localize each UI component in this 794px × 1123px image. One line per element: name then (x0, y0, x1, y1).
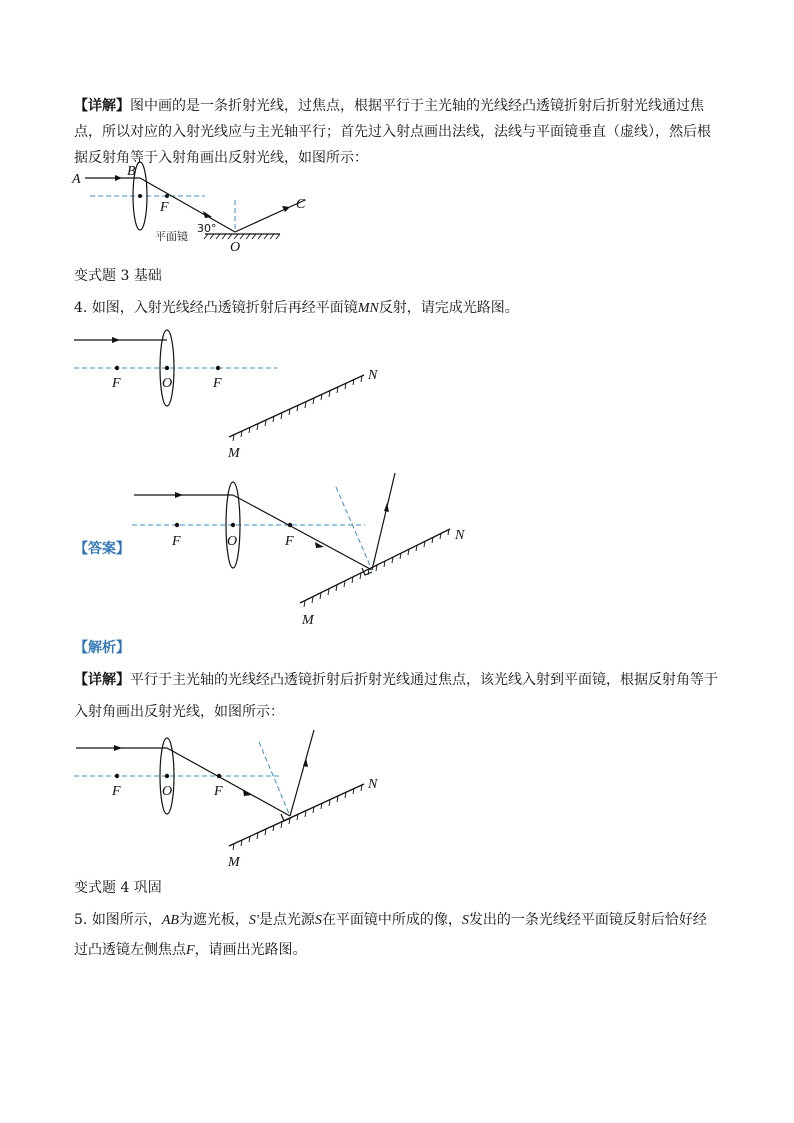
label-f-right: F (285, 534, 294, 549)
question-text: 如图，入射光线经凸透镜折射后再经平面镜 (91, 300, 358, 316)
arrow-head-icon (384, 503, 389, 512)
arrow-head-icon (203, 211, 212, 218)
explanation-tag: 【详解】 (74, 98, 130, 114)
mirror-hatching (233, 376, 362, 441)
label-f: F (160, 200, 169, 215)
question-text: 在平面镜中所成的像， (321, 912, 462, 928)
question-4 (74, 296, 519, 321)
label-f-left: F (112, 784, 121, 799)
reflected-ray (372, 473, 395, 570)
mirror-label: 平面镜 (155, 230, 188, 243)
question-5-line-2 (74, 938, 307, 963)
focal-point-left (115, 366, 119, 370)
arrow-head-icon (243, 790, 252, 796)
label-f-left: F (112, 376, 121, 391)
explanation-paragraph-1-line-2: 点，所以对应的入射光线应与主光轴平行；首先过入射点画出法线，法线与平面镜垂直（虚线），然后根 (74, 124, 711, 140)
symbol-s-prime: S' (248, 913, 259, 928)
arrow-head-icon (303, 758, 308, 767)
variant-3-heading: 变式题 3 基础 (74, 268, 162, 284)
label-o: O (162, 784, 173, 799)
symbol-ab: AB (161, 913, 179, 928)
explanation-tag: 【详解】 (74, 672, 130, 688)
focal-point-left (115, 774, 119, 778)
question-text: 为遮光板， (178, 912, 249, 928)
label-o: O (162, 376, 173, 391)
optical-center-dot (138, 194, 142, 198)
label-c: C (296, 197, 306, 212)
question-number: 4. (74, 300, 88, 316)
optical-center (165, 774, 169, 778)
refracted-ray (233, 495, 372, 570)
analysis-label: 【解析】 (74, 640, 130, 656)
explanation-text: 图中画的是一条折射光线，过焦点，根据平行于主光轴的光线经凸透镜折射后折射光线通过焦 (130, 98, 704, 114)
label-o: O (227, 534, 238, 549)
figure-2-question-diagram (72, 325, 392, 465)
plane-mirror-mn (300, 529, 450, 603)
arrow-head-icon (282, 206, 290, 212)
explanation-paragraph-1-line-1 (74, 94, 704, 118)
plane-mirror-mn (229, 375, 364, 437)
arrow-head-icon (112, 337, 120, 343)
symbol-s: S (314, 913, 322, 928)
label-f-left: F (172, 534, 181, 549)
label-m: M (228, 446, 240, 461)
label-m: M (302, 613, 314, 628)
label-m: M (228, 855, 240, 870)
question-number: 5. (74, 912, 88, 928)
explanation-paragraph-2-line-1 (74, 668, 718, 692)
symbol-f: F (186, 943, 195, 958)
question-text: ，请画出光路图。 (194, 942, 307, 958)
symbol-s: S (461, 913, 469, 928)
question-text: 过凸透镜左侧焦点 (74, 942, 186, 958)
label-b: B (127, 164, 136, 179)
refracted-ray (140, 178, 235, 232)
figure-3-answer-diagram (130, 465, 480, 630)
question-text: 如图所示， (91, 912, 162, 928)
label-f-right: F (213, 376, 222, 391)
question-5-line-1 (74, 908, 707, 933)
refracted-ray (167, 748, 290, 816)
explanation-paragraph-1-line-3: 据反射角等于入射角画出反射光线，如图所示： (74, 150, 368, 166)
focal-point-right (216, 366, 220, 370)
reflected-ray (290, 730, 314, 816)
optical-center (231, 523, 235, 527)
arrow-head-icon (114, 745, 122, 751)
label-a: A (72, 172, 81, 187)
normal-line (259, 742, 290, 816)
label-n: N (368, 368, 378, 383)
question-text: 发出的一条光线经平面镜反射后恰好经 (468, 912, 707, 928)
arrow-head-icon (175, 492, 183, 498)
focal-point-left (175, 523, 179, 527)
answer-label: 【答案】 (74, 541, 130, 557)
optical-center (165, 366, 169, 370)
label-n: N (368, 777, 378, 792)
reflected-ray (235, 200, 305, 232)
explanation-paragraph-2-line-2: 入射角画出反射光线，如图所示： (74, 704, 284, 720)
label-o: O (230, 240, 241, 255)
mirror-name: MN (357, 301, 379, 316)
normal-line (336, 487, 372, 570)
figure-1-lens-mirror-diagram (70, 160, 320, 260)
angle-label: 30° (197, 222, 217, 235)
label-f-right: F (214, 784, 223, 799)
question-text: 是点光源 (258, 912, 315, 928)
label-n: N (455, 528, 465, 543)
arrow-head-icon (115, 175, 122, 181)
explanation-text: 平行于主光轴的光线经凸透镜折射后折射光线通过焦点，该光线入射到平面镜，根据反射角等于 (130, 672, 718, 688)
variant-4-heading: 变式题 4 巩固 (74, 880, 162, 896)
question-text: 反射，请完成光路图。 (378, 300, 519, 316)
figure-4-explanation-diagram (72, 728, 392, 873)
